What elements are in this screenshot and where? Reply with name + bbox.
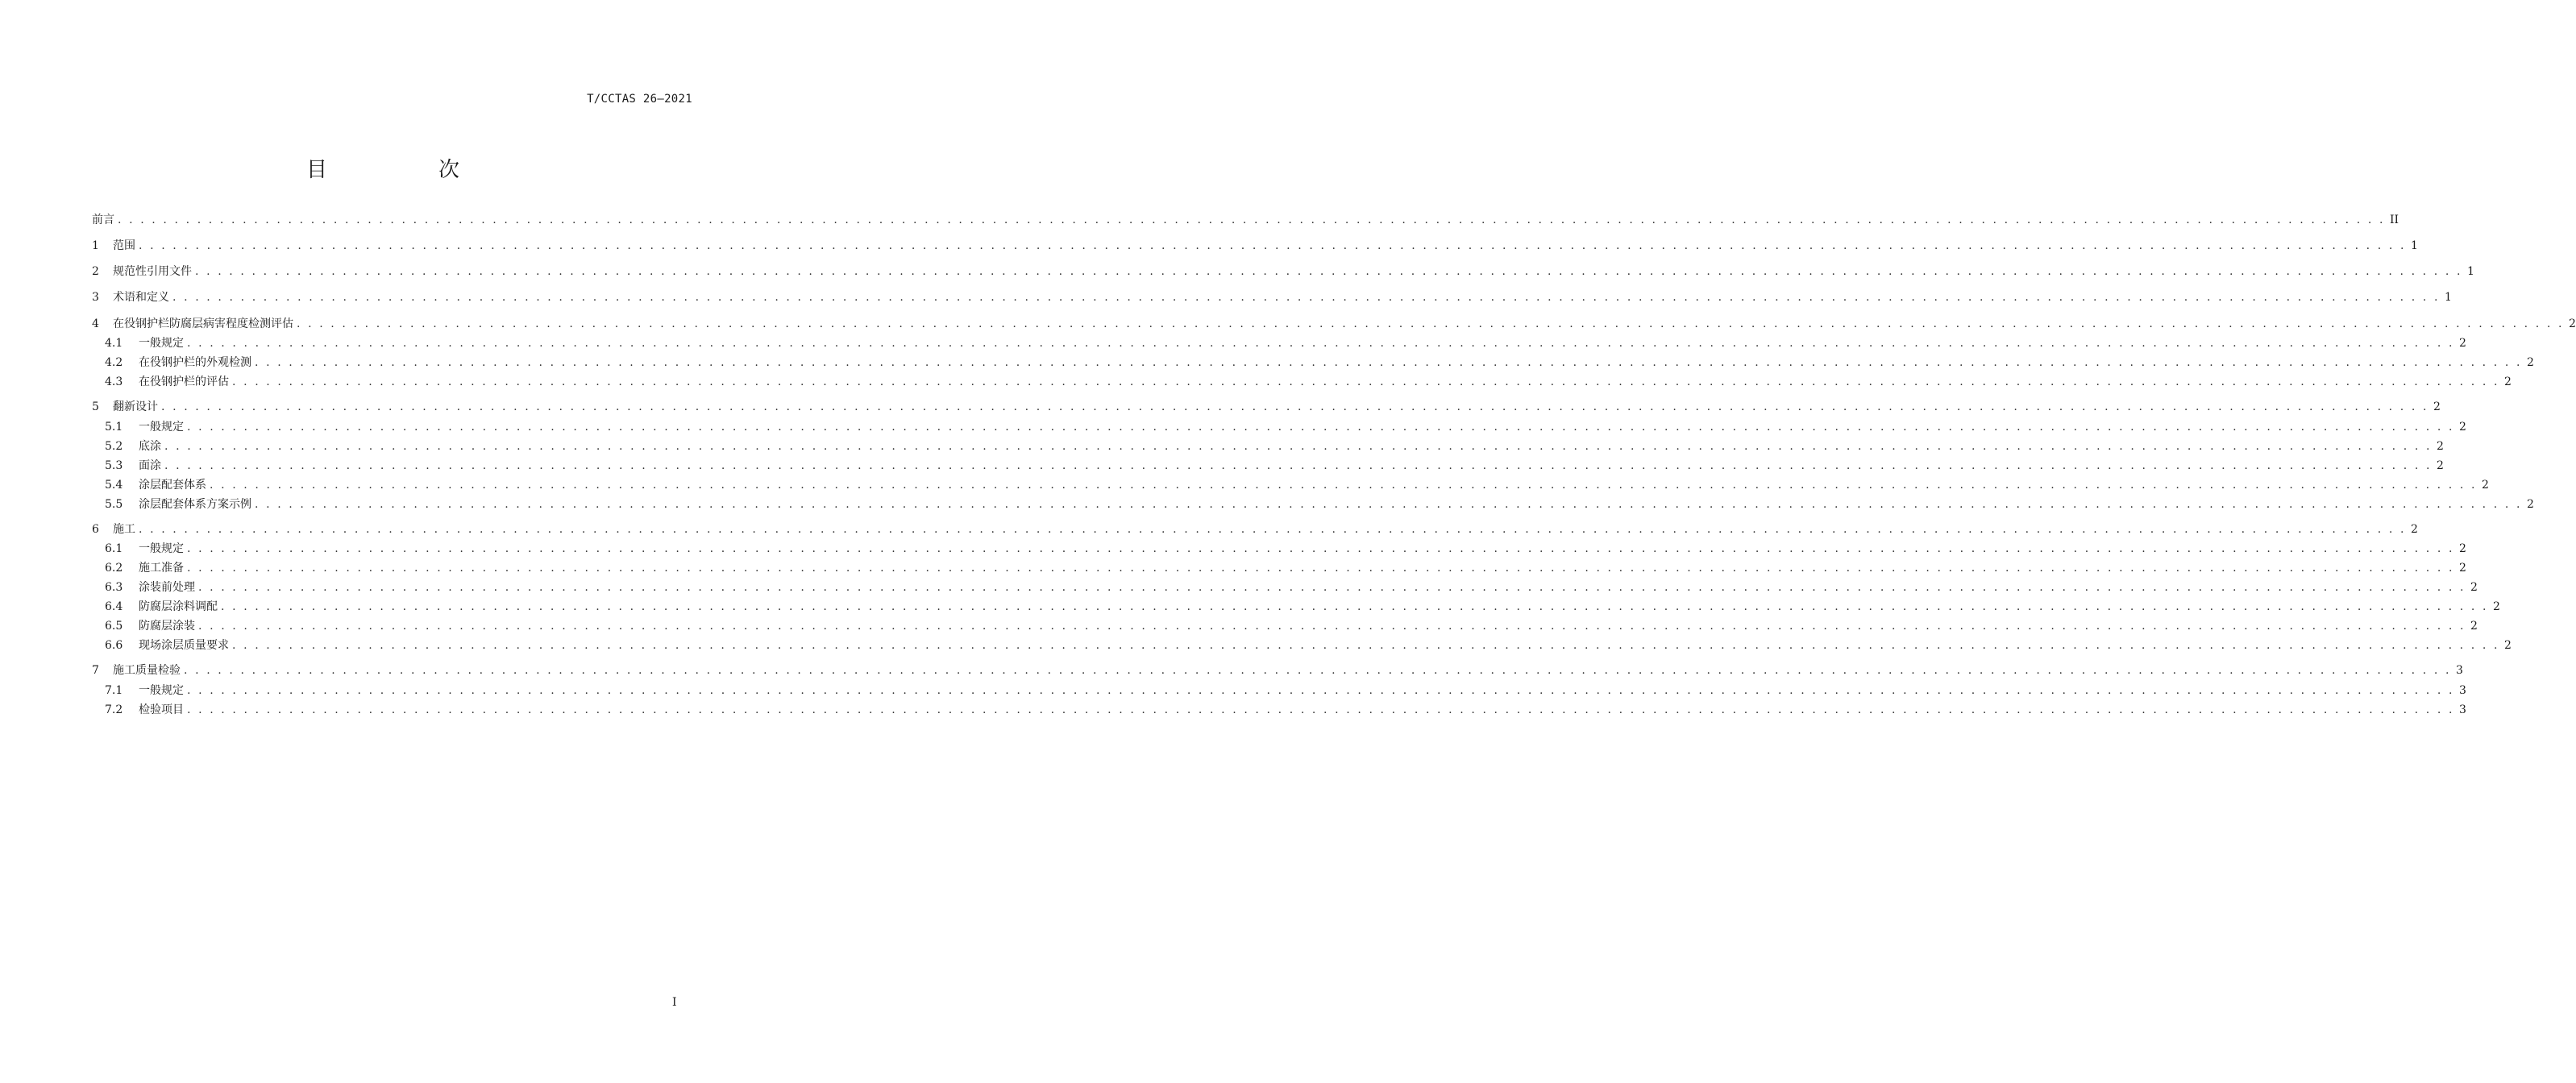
dot-leader: . . . . . . . . . . . . . . . . . . . . . . . . . . . . . . . . . . . . . . . . . . . . . . . . . . . . . . . . . . . . . . . . . . . . . . . . . . . . . . . . . . . . . . . . . . . . . . . . . . . . . . . . . . . . . . . . . . . . . . . . . . . . . . . . . . . . . . . . . . . . . . . . . . . . . . . . . . . . . . . . . . . . . . . . . . . . . . . . . . . . . . . . . . . . . . . . . . . . . . . . (187, 421, 2455, 434)
toc-entry[interactable] (92, 438, 2444, 455)
dot-leader: . . . . . . . . . . . . . . . . . . . . . . . . . . . . . . . . . . . . . . . . . . . . . . . . . . . . . . . . . . . . . . . . . . . . . . . . . . . . . . . . . . . . . . . . . . . . . . . . . . . . . . . . . . . . . . . . . . . . . . . . . . . . . . . . . . . . . . . . . . . . . . . . . . . . . . . . . . . . . . . . . . . . . . . . . . . . . . . . . . . . . . . . . . . . . . . . . . . . . . . . (139, 239, 2407, 252)
toc-entry-page: 2 (2470, 620, 2478, 633)
toc-entry-number: 2 (92, 265, 99, 278)
toc-entry-label: 一般规定 (139, 684, 184, 697)
dot-leader: . . . . . . . . . . . . . . . . . . . . . . . . . . . . . . . . . . . . . . . . . . . . . . . . . . . . . . . . . . . . . . . . . . . . . . . . . . . . . . . . . . . . . . . . . . . . . . . . . . . . . . . . . . . . . . . . . . . . . . . . . . . . . . . . . . . . . . . . . . . . . . . . . . . . . . . . . . . . . . . . . . . . . . . . . . . . . . . . . . . . . . . . . . . . . . . . . . . . . . . . (232, 376, 2500, 388)
toc-entry-label: 在役钢护栏防腐层病害程度检测评估 (113, 317, 293, 330)
dot-leader: . . . . . . . . . . . . . . . . . . . . . . . . . . . . . . . . . . . . . . . . . . . . . . . . . . . . . . . . . . . . . . . . . . . . . . . . . . . . . . . . . . . . . . . . . . . . . . . . . . . . . . . . . . . . . . . . . . . . . . . . . . . . . . . . . . . . . . . . . . . . . . . . . . . . . . . . . . . . . . . . . . . . . . . . . . . . . . . . . . . . . . . . . . . . . . . . . . . . . . . . (198, 581, 2466, 594)
toc-entry-page: 3 (2459, 703, 2466, 716)
toc-entry-label: 一般规定 (139, 421, 184, 434)
dot-leader: . . . . . . . . . . . . . . . . . . . . . . . . . . . . . . . . . . . . . . . . . . . . . . . . . . . . . . . . . . . . . . . . . . . . . . . . . . . . . . . . . . . . . . . . . . . . . . . . . . . . . . . . . . . . . . . . . . . . . . . . . . . . . . . . . . . . . . . . . . . . . . . . . . . . . . . . . . . . . . . . . . . . . . . . . . . . . . . . . . . . . . . . . . . . . . . . . . . . . . . . (187, 337, 2455, 350)
toc-entry-label: 一般规定 (139, 337, 184, 350)
toc-entry-number: 6.6 (105, 639, 123, 652)
toc-entry-number: 6.2 (105, 562, 123, 575)
dot-leader: . . . . . . . . . . . . . . . . . . . . . . . . . . . . . . . . . . . . . . . . . . . . . . . . . . . . . . . . . . . . . . . . . . . . . . . . . . . . . . . . . . . . . . . . . . . . . . . . . . . . . . . . . . . . . . . . . . . . . . . . . . . . . . . . . . . . . . . . . . . . . . . . . . . . . . . . . . . . . . . . . . . . . . . . . . . . . . . . . . . . . . . . . . . . . . . . . . . . . . . . (195, 265, 2463, 278)
toc-entry[interactable] (92, 540, 2466, 558)
toc-entry-page: II (2390, 214, 2399, 226)
toc-entry-label: 底涂 (139, 440, 161, 453)
toc-entry-label: 涂装前处理 (139, 581, 195, 594)
toc-entry[interactable] (92, 476, 2489, 494)
page-title: 目 次 (305, 158, 505, 182)
dot-leader: . . . . . . . . . . . . . . . . . . . . . . . . . . . . . . . . . . . . . . . . . . . . . . . . . . . . . . . . . . . . . . . . . . . . . . . . . . . . . . . . . . . . . . . . . . . . . . . . . . . . . . . . . . . . . . . . . . . . . . . . . . . . . . . . . . . . . . . . . . . . . . . . . . . . . . . . . . . . . . . . . . . . . . . . . . . . . . . . . . . . . . . . . . . . . . . . . . . . . . . . (172, 291, 2441, 304)
toc-entry-page: 1 (2445, 291, 2452, 304)
toc-entry-number: 6.1 (105, 542, 123, 555)
dot-leader: . . . . . . . . . . . . . . . . . . . . . . . . . . . . . . . . . . . . . . . . . . . . . . . . . . . . . . . . . . . . . . . . . . . . . . . . . . . . . . . . . . . . . . . . . . . . . . . . . . . . . . . . . . . . . . . . . . . . . . . . . . . . . . . . . . . . . . . . . . . . . . . . . . . . . . . . . . . . . . . . . . . . . . . . . . . . . . . . . . . . . . . . . . . . . . . . . . . . . . . . (187, 703, 2455, 716)
toc-entry-number: 6.4 (105, 600, 123, 613)
toc-entry-label: 前言 (92, 214, 114, 226)
toc-entry-label: 一般规定 (139, 542, 184, 555)
dot-leader: . . . . . . . . . . . . . . . . . . . . . . . . . . . . . . . . . . . . . . . . . . . . . . . . . . . . . . . . . . . . . . . . . . . . . . . . . . . . . . . . . . . . . . . . . . . . . . . . . . . . . . . . . . . . . . . . . . . . . . . . . . . . . . . . . . . . . . . . . . . . . . . . . . . . . . . . . . . . . . . . . . . . . . . . . . . . . . . . . . . . . . . . . . . . . . . . . . . . . . . . (139, 523, 2407, 536)
toc-entry-number: 5.4 (105, 479, 123, 492)
toc-entry-page: 3 (2459, 684, 2466, 697)
toc-entry[interactable] (92, 237, 2418, 255)
toc-entry[interactable] (92, 496, 2534, 513)
toc-entry-number: 7 (92, 664, 99, 677)
toc-entry-page: 2 (2459, 562, 2466, 575)
dot-leader: . . . . . . . . . . . . . . . . . . . . . . . . . . . . . . . . . . . . . . . . . . . . . . . . . . . . . . . . . . . . . . . . . . . . . . . . . . . . . . . . . . . . . . . . . . . . . . . . . . . . . . . . . . . . . . . . . . . . . . . . . . . . . . . . . . . . . . . . . . . . . . . . . . . . . . . . . . . . . . . . . . . . . . . . . . . . . . . . . . . . . . . . . . . . . . . . . . . . . . . . (297, 317, 2565, 330)
toc-entry-number: 6.5 (105, 620, 123, 633)
document-code: T/CCTAS 26—2021 (587, 93, 692, 106)
toc-entry[interactable] (92, 579, 2478, 596)
toc-entry-number: 1 (92, 239, 99, 252)
dot-leader: . . . . . . . . . . . . . . . . . . . . . . . . . . . . . . . . . . . . . . . . . . . . . . . . . . . . . . . . . . . . . . . . . . . . . . . . . . . . . . . . . . . . . . . . . . . . . . . . . . . . . . . . . . . . . . . . . . . . . . . . . . . . . . . . . . . . . . . . . . . . . . . . . . . . . . . . . . . . . . . . . . . . . . . . . . . . . . . . . . . . . . . . . . . . . . . . . . . . . . . . (221, 600, 2489, 613)
toc-entry-page: 1 (2411, 239, 2418, 252)
toc-entry-number: 6.3 (105, 581, 123, 594)
dot-leader: . . . . . . . . . . . . . . . . . . . . . . . . . . . . . . . . . . . . . . . . . . . . . . . . . . . . . . . . . . . . . . . . . . . . . . . . . . . . . . . . . . . . . . . . . . . . . . . . . . . . . . . . . . . . . . . . . . . . . . . . . . . . . . . . . . . . . . . . . . . . . . . . . . . . . . . . . . . . . . . . . . . . . . . . . . . . . . . . . . . . . . . . . . . . . . . . . . . . . . . . (187, 684, 2455, 697)
toc-entry-label: 现场涂层质量要求 (139, 639, 229, 652)
dot-leader: . . . . . . . . . . . . . . . . . . . . . . . . . . . . . . . . . . . . . . . . . . . . . . . . . . . . . . . . . . . . . . . . . . . . . . . . . . . . . . . . . . . . . . . . . . . . . . . . . . . . . . . . . . . . . . . . . . . . . . . . . . . . . . . . . . . . . . . . . . . . . . . . . . . . . . . . . . . . . . . . . . . . . . . . . . . . . . . . . . . . . . . . . . . . . . . . . . . . . . . . (164, 459, 2433, 472)
toc-entry-number: 4 (92, 317, 99, 330)
toc-entry-label: 涂层配套体系 (139, 479, 206, 492)
dot-leader: . . . . . . . . . . . . . . . . . . . . . . . . . . . . . . . . . . . . . . . . . . . . . . . . . . . . . . . . . . . . . . . . . . . . . . . . . . . . . . . . . . . . . . . . . . . . . . . . . . . . . . . . . . . . . . . . . . . . . . . . . . . . . . . . . . . . . . . . . . . . . . . . . . . . . . . . . . . . . . . . . . . . . . . . . . . . . . . . . . . . . . . . . . . . . . . . . . . . . . . . (210, 479, 2478, 492)
toc-entry-number: 7.1 (105, 684, 123, 697)
toc-entry-number: 6 (92, 523, 99, 536)
toc-entry-page: 2 (2482, 479, 2489, 492)
toc-entry-page: 2 (2433, 400, 2441, 413)
toc-entry-label: 涂层配套体系方案示例 (139, 498, 251, 511)
toc-entry[interactable] (92, 398, 2441, 416)
toc-entry-number: 4.2 (105, 356, 123, 369)
toc-entry-page: 2 (2411, 523, 2418, 536)
toc-entry-page: 2 (2459, 337, 2466, 350)
dot-leader: . . . . . . . . . . . . . . . . . . . . . . . . . . . . . . . . . . . . . . . . . . . . . . . . . . . . . . . . . . . . . . . . . . . . . . . . . . . . . . . . . . . . . . . . . . . . . . . . . . . . . . . . . . . . . . . . . . . . . . . . . . . . . . . . . . . . . . . . . . . . . . . . . . . . . . . . . . . . . . . . . . . . . . . . . . . . . . . . . . . . . . . . . . . . . . . . . . . . . . . . (187, 542, 2455, 555)
toc-entry[interactable] (92, 418, 2466, 436)
dot-leader: . . . . . . . . . . . . . . . . . . . . . . . . . . . . . . . . . . . . . . . . . . . . . . . . . . . . . . . . . . . . . . . . . . . . . . . . . . . . . . . . . . . . . . . . . . . . . . . . . . . . . . . . . . . . . . . . . . . . . . . . . . . . . . . . . . . . . . . . . . . . . . . . . . . . . . . . . . . . . . . . . . . . . . . . . . . . . . . . . . . . . . . . . . . . . . . . . . . . . . . . (255, 498, 2523, 511)
toc-entry[interactable] (92, 315, 2576, 333)
dot-leader: . . . . . . . . . . . . . . . . . . . . . . . . . . . . . . . . . . . . . . . . . . . . . . . . . . . . . . . . . . . . . . . . . . . . . . . . . . . . . . . . . . . . . . . . . . . . . . . . . . . . . . . . . . . . . . . . . . . . . . . . . . . . . . . . . . . . . . . . . . . . . . . . . . . . . . . . . . . . . . . . . . . . . . . . . . . . . . . . . . . . . . . . . . . . . . . . . . . . . . . . (198, 620, 2466, 633)
dot-leader: . . . . . . . . . . . . . . . . . . . . . . . . . . . . . . . . . . . . . . . . . . . . . . . . . . . . . . . . . . . . . . . . . . . . . . . . . . . . . . . . . . . . . . . . . . . . . . . . . . . . . . . . . . . . . . . . . . . . . . . . . . . . . . . . . . . . . . . . . . . . . . . . . . . . . . . . . . . . . . . . . . . . . . . . . . . . . . . . . . . . . . . . . . . . . . . . . . . . . . . . (164, 440, 2433, 453)
toc-entry-label: 翻新设计 (113, 400, 158, 413)
toc-entry-label: 面涂 (139, 459, 161, 472)
toc-entry-label: 防腐层涂料调配 (139, 600, 218, 613)
dot-leader: . . . . . . . . . . . . . . . . . . . . . . . . . . . . . . . . . . . . . . . . . . . . . . . . . . . . . . . . . . . . . . . . . . . . . . . . . . . . . . . . . . . . . . . . . . . . . . . . . . . . . . . . . . . . . . . . . . . . . . . . . . . . . . . . . . . . . . . . . . . . . . . . . . . . . . . . . . . . . . . . . . . . . . . . . . . . . . . . . . . . . . . . . . . . . . . . . . . . . . . . (161, 400, 2429, 413)
toc-entry-page: 2 (2504, 639, 2512, 652)
page-number: I (672, 996, 677, 1009)
toc-entry-label: 检验项目 (139, 703, 184, 716)
toc-entry-page: 2 (2569, 317, 2576, 330)
toc-entry-label: 防腐层涂装 (139, 620, 195, 633)
toc-entry-page: 2 (2504, 376, 2512, 388)
toc-entry-page: 2 (2527, 356, 2534, 369)
dot-leader: . . . . . . . . . . . . . . . . . . . . . . . . . . . . . . . . . . . . . . . . . . . . . . . . . . . . . . . . . . . . . . . . . . . . . . . . . . . . . . . . . . . . . . . . . . . . . . . . . . . . . . . . . . . . . . . . . . . . . . . . . . . . . . . . . . . . . . . . . . . . . . . . . . . . . . . . . . . . . . . . . . . . . . . . . . . . . . . . . . . . . . . . . . . . . . . . . . . . . . . . (255, 356, 2523, 369)
toc-entry-label: 在役钢护栏的外观检测 (139, 356, 251, 369)
dot-leader: . . . . . . . . . . . . . . . . . . . . . . . . . . . . . . . . . . . . . . . . . . . . . . . . . . . . . . . . . . . . . . . . . . . . . . . . . . . . . . . . . . . . . . . . . . . . . . . . . . . . . . . . . . . . . . . . . . . . . . . . . . . . . . . . . . . . . . . . . . . . . . . . . . . . . . . . . . . . . . . . . . . . . . . . . . . . . . . . . . . . . . . . . . . . . . . . . . . . . . . . (184, 664, 2452, 677)
toc-entry[interactable] (92, 559, 2466, 577)
toc-entry-page: 2 (2493, 600, 2500, 613)
dot-leader: . . . . . . . . . . . . . . . . . . . . . . . . . . . . . . . . . . . . . . . . . . . . . . . . . . . . . . . . . . . . . . . . . . . . . . . . . . . . . . . . . . . . . . . . . . . . . . . . . . . . . . . . . . . . . . . . . . . . . . . . . . . . . . . . . . . . . . . . . . . . . . . . . . . . . . . . . . . . . . . . . . . . . . . . . . . . . . . . . . . . . . . . . . . . . . . . . . . . . . . . (232, 639, 2500, 652)
toc-entry-label: 施工准备 (139, 562, 184, 575)
toc-entry-number: 5.3 (105, 459, 123, 472)
toc-entry-label: 施工质量检验 (113, 664, 181, 677)
toc-entry-number: 5 (92, 400, 99, 413)
toc-entry-number: 5.5 (105, 498, 123, 511)
toc-entry[interactable] (92, 354, 2534, 371)
dot-leader: . . . . . . . . . . . . . . . . . . . . . . . . . . . . . . . . . . . . . . . . . . . . . . . . . . . . . . . . . . . . . . . . . . . . . . . . . . . . . . . . . . . . . . . . . . . . . . . . . . . . . . . . . . . . . . . . . . . . . . . . . . . . . . . . . . . . . . . . . . . . . . . . . . . . . . . . . . . . . . . . . . . . . . . . . . . . . . . . . . . . . . . . . . . . . . . . . . . . . . . . (118, 214, 2386, 226)
toc-entry-page: 2 (2459, 542, 2466, 555)
toc-entry-number: 3 (92, 291, 99, 304)
dot-leader: . . . . . . . . . . . . . . . . . . . . . . . . . . . . . . . . . . . . . . . . . . . . . . . . . . . . . . . . . . . . . . . . . . . . . . . . . . . . . . . . . . . . . . . . . . . . . . . . . . . . . . . . . . . . . . . . . . . . . . . . . . . . . . . . . . . . . . . . . . . . . . . . . . . . . . . . . . . . . . . . . . . . . . . . . . . . . . . . . . . . . . . . . . . . . . . . . . . . . . . . (187, 562, 2455, 575)
toc-entry-label: 术语和定义 (113, 291, 169, 304)
toc-entry[interactable] (92, 662, 2463, 679)
toc-entry[interactable] (92, 637, 2512, 654)
toc-entry-number: 5.1 (105, 421, 123, 434)
toc-entry[interactable] (92, 521, 2418, 538)
toc-entry-number: 4.3 (105, 376, 123, 388)
toc-entry[interactable] (92, 457, 2444, 475)
toc-entry[interactable] (92, 334, 2466, 352)
toc-entry-page: 3 (2456, 664, 2463, 677)
toc-entry[interactable] (92, 373, 2512, 391)
toc-entry-label: 范围 (113, 239, 135, 252)
toc-entry-page: 2 (2437, 459, 2444, 472)
toc-entry-number: 5.2 (105, 440, 123, 453)
toc-entry-page: 2 (2459, 421, 2466, 434)
toc-entry-label: 规范性引用文件 (113, 265, 192, 278)
toc-entry[interactable] (92, 701, 2466, 719)
toc-entry[interactable] (92, 288, 2452, 306)
toc-entry-label: 在役钢护栏的评估 (139, 376, 229, 388)
toc-entry[interactable] (92, 211, 2399, 229)
toc-entry-number: 4.1 (105, 337, 123, 350)
toc-entry-page: 1 (2467, 265, 2474, 278)
toc-entry[interactable] (92, 617, 2478, 635)
toc-entry[interactable] (92, 682, 2466, 699)
toc-entry[interactable] (92, 598, 2500, 616)
toc-entry-page: 2 (2527, 498, 2534, 511)
toc-entry-page: 2 (2437, 440, 2444, 453)
toc-entry-label: 施工 (113, 523, 135, 536)
toc-entry-number: 7.2 (105, 703, 123, 716)
toc-entry[interactable] (92, 263, 2474, 280)
toc-entry-page: 2 (2470, 581, 2478, 594)
